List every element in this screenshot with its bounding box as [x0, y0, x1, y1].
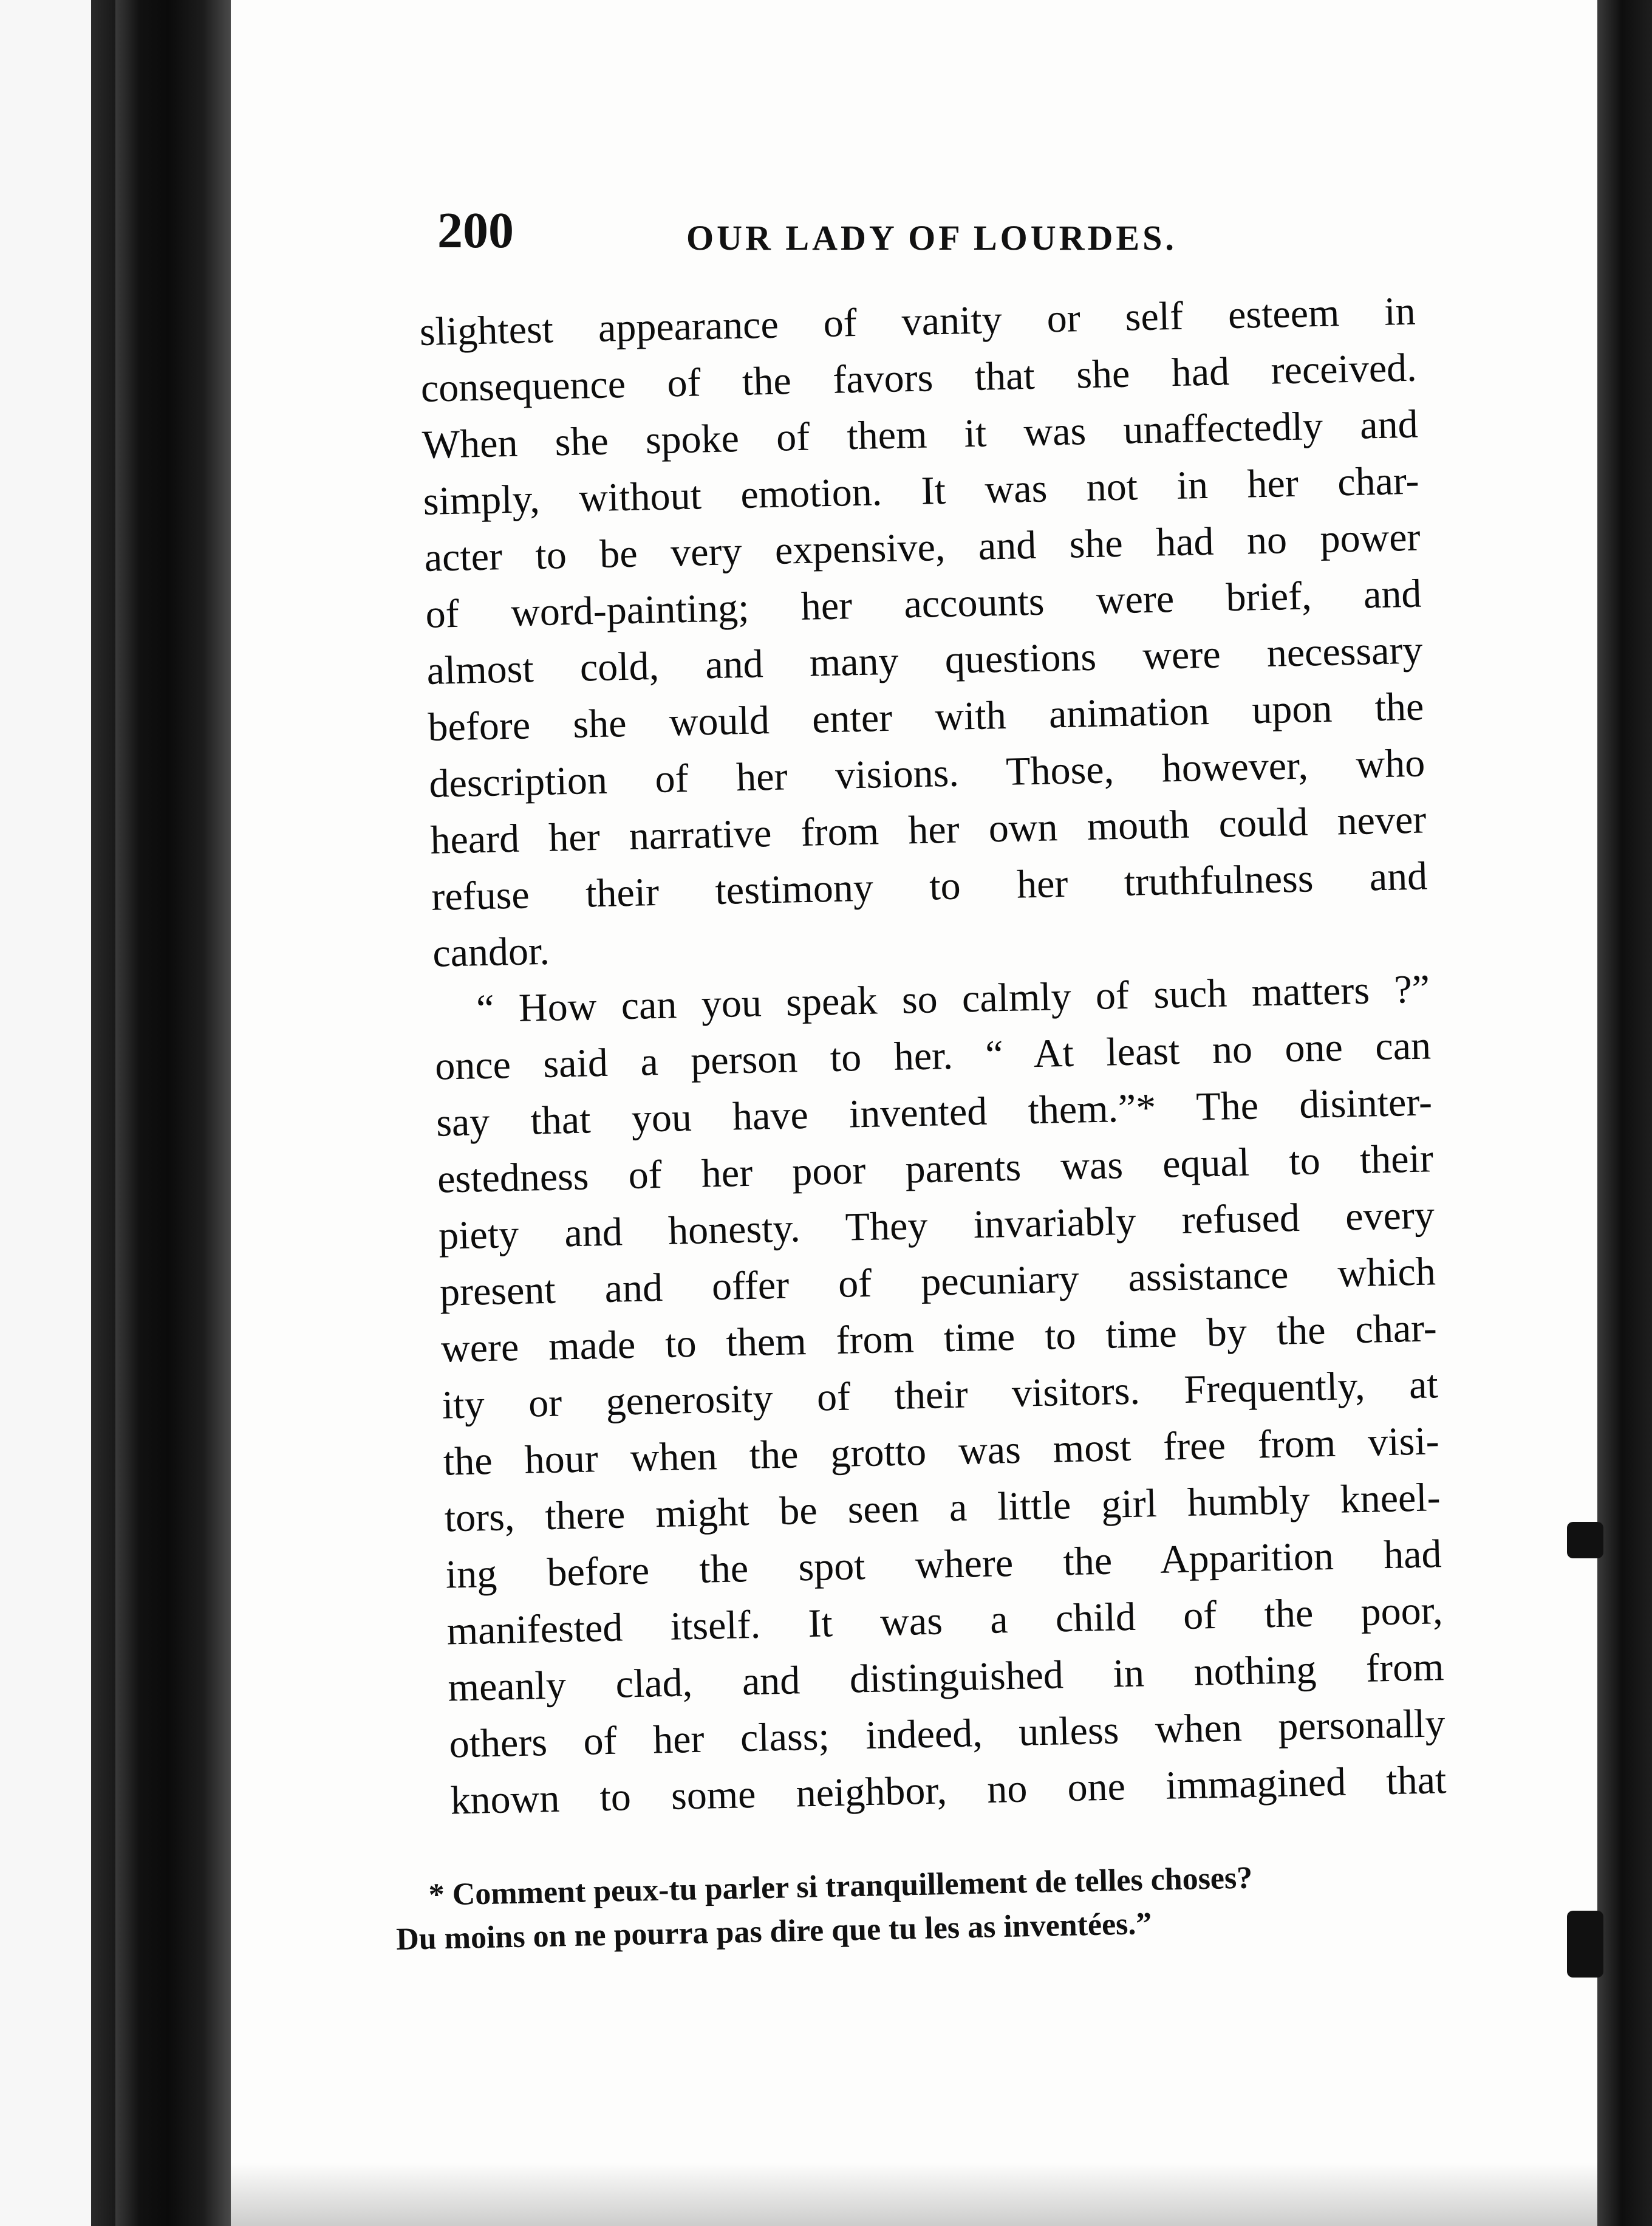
scan-left-margin: [0, 0, 91, 2226]
text-line: ity or generosity of their visitors. Frequently, at: [442, 1362, 1439, 1428]
text-line: present and offer of pecuniary assistance which: [439, 1249, 1436, 1315]
text-line: “ How can you speak so calmly of such matters ?”: [476, 967, 1430, 1032]
page-clip-bottom: [1567, 1911, 1603, 1978]
footnote-line: * Comment peux-tu parler si tranquillement de telles choses?: [428, 1860, 1253, 1913]
page-number: 200: [437, 202, 514, 259]
text-line: once said a person to her. “ At least no one can: [434, 1023, 1432, 1089]
page-bottom-shadow: [231, 2163, 1597, 2226]
text-line: tors, there might be seen a little girl humbly kneel-: [444, 1475, 1441, 1541]
text-line: the hour when the grotto was most free from visi-: [443, 1419, 1440, 1484]
text-line: simply, without emotion. It was not in her char-: [423, 458, 1420, 524]
footnote-line: Du moins on ne pourra pas dire que tu les as inventées.”: [395, 1906, 1152, 1957]
book-binding-gutter: [91, 0, 231, 2226]
text-line: were made to them from time to time by the char-: [440, 1306, 1438, 1371]
text-line: slightest appearance of vanity or self esteem in: [419, 289, 1416, 354]
running-title: OUR LADY OF LOURDES.: [686, 218, 1177, 258]
text-line: others of her class; indeed, unless when personally: [448, 1701, 1446, 1767]
text-line: ing before the spot where the Apparition had: [445, 1532, 1442, 1597]
binding-highlight: [115, 0, 140, 2226]
text-line: candor.: [432, 928, 550, 976]
text-line: before she would enter with animation upon the: [427, 684, 1425, 750]
text-line: description of her visions. Those, however, who: [428, 741, 1425, 806]
text-line: consequence of the favors that she had received.: [420, 345, 1418, 411]
text-line: acter to be very expensive, and she had no power: [424, 515, 1421, 580]
text-line: almost cold, and many questions were necessary: [426, 628, 1424, 693]
text-line: say that you have invented them.”* The disinter-: [435, 1080, 1433, 1145]
text-line: manifested itself. It was a child of the poor,: [446, 1588, 1444, 1654]
text-line: refuse their testimony to her truthfulness and: [431, 854, 1428, 919]
text-line: of word-painting; her accounts were brief, and: [425, 571, 1422, 637]
body-text: [419, 283, 1447, 1829]
running-head: [437, 200, 1385, 279]
facing-page-edge: [1597, 0, 1652, 2226]
text-line: heard her narrative from her own mouth could never: [429, 797, 1427, 863]
text-line: When she spoke of them it was unaffectedly and: [422, 402, 1419, 467]
text-line: meanly clad, and distinguished in nothing from: [447, 1645, 1445, 1710]
text-line: known to some neighbor, no one immagined that: [449, 1758, 1447, 1823]
page-clip-top: [1567, 1522, 1603, 1558]
text-line: estedness of her poor parents was equal to their: [437, 1136, 1434, 1202]
text-line: piety and honesty. They invariably refused every: [438, 1193, 1435, 1258]
